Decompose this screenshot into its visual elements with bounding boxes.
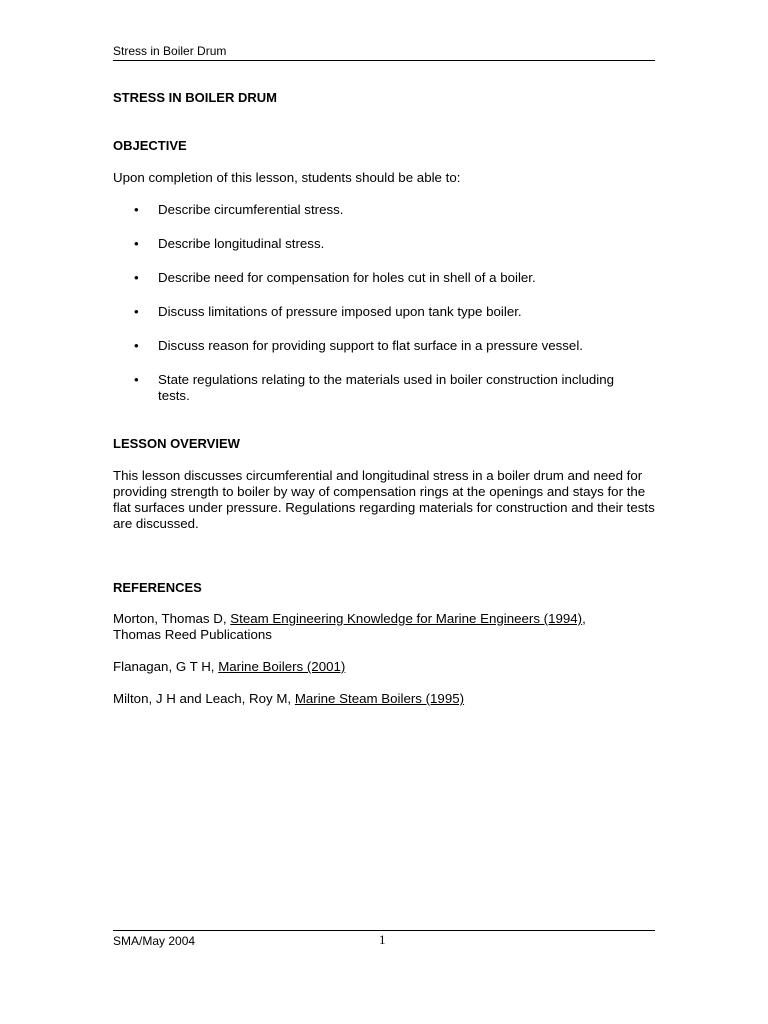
list-item — [113, 236, 655, 252]
list-item-text: Describe longitudinal stress. — [158, 236, 325, 251]
overview-heading: LESSON OVERVIEW — [113, 436, 240, 451]
overview-text: This lesson discusses circumferential and longitudinal stress in a boiler drum and need for providing strength to boiler by way of compensation rings at the openings and stays for the flat surfaces under pressure. Regulations regarding materials for construction and their tests are discussed. — [113, 468, 655, 531]
list-item-text: Discuss reason for providing support to flat surface in a pressure vessel. — [158, 338, 583, 353]
reference-author: Milton, J H and Leach, Roy M, — [113, 691, 295, 706]
list-item-text: State regulations relating to the materials used in boiler construction including tests. — [158, 372, 615, 403]
reference-item — [113, 611, 613, 643]
list-item — [113, 372, 655, 404]
list-item-text: Discuss limitations of pressure imposed upon tank type boiler. — [158, 304, 522, 319]
reference-suffix: , Thomas Reed Publications — [113, 611, 586, 642]
list-item — [113, 202, 655, 218]
running-header: Stress in Boiler Drum — [113, 44, 655, 61]
bullet-icon: • — [134, 202, 139, 217]
objective-heading: OBJECTIVE — [113, 138, 187, 153]
reference-author: Flanagan, G T H, — [113, 659, 219, 674]
bullet-icon: • — [134, 236, 139, 251]
list-item-text: Describe need for compensation for holes cut in shell of a boiler. — [158, 270, 536, 285]
footer-divider — [113, 930, 655, 931]
list-item — [113, 304, 655, 320]
reference-author: Morton, Thomas D, — [113, 611, 231, 626]
objective-intro: Upon completion of this lesson, students should be able to: — [113, 170, 461, 185]
reference-title: Marine Steam Boilers (1995) — [294, 691, 465, 706]
page-number: 1 — [379, 932, 386, 947]
bullet-icon: • — [134, 304, 139, 319]
document-title: STRESS IN BOILER DRUM — [113, 90, 277, 105]
reference-title: Steam Engineering Knowledge for Marine Engineers (1994) — [230, 611, 583, 626]
reference-title: Marine Boilers (2001) — [218, 659, 346, 674]
list-item — [113, 270, 655, 286]
list-item-text: Describe circumferential stress. — [158, 202, 344, 217]
references-heading: REFERENCES — [113, 580, 202, 595]
list-item — [113, 338, 655, 354]
bullet-icon: • — [134, 270, 139, 285]
bullet-icon: • — [134, 338, 139, 353]
reference-item — [113, 691, 655, 707]
footer-date: SMA/May 2004 — [113, 934, 196, 948]
reference-item — [113, 659, 655, 675]
bullet-icon: • — [134, 372, 139, 387]
